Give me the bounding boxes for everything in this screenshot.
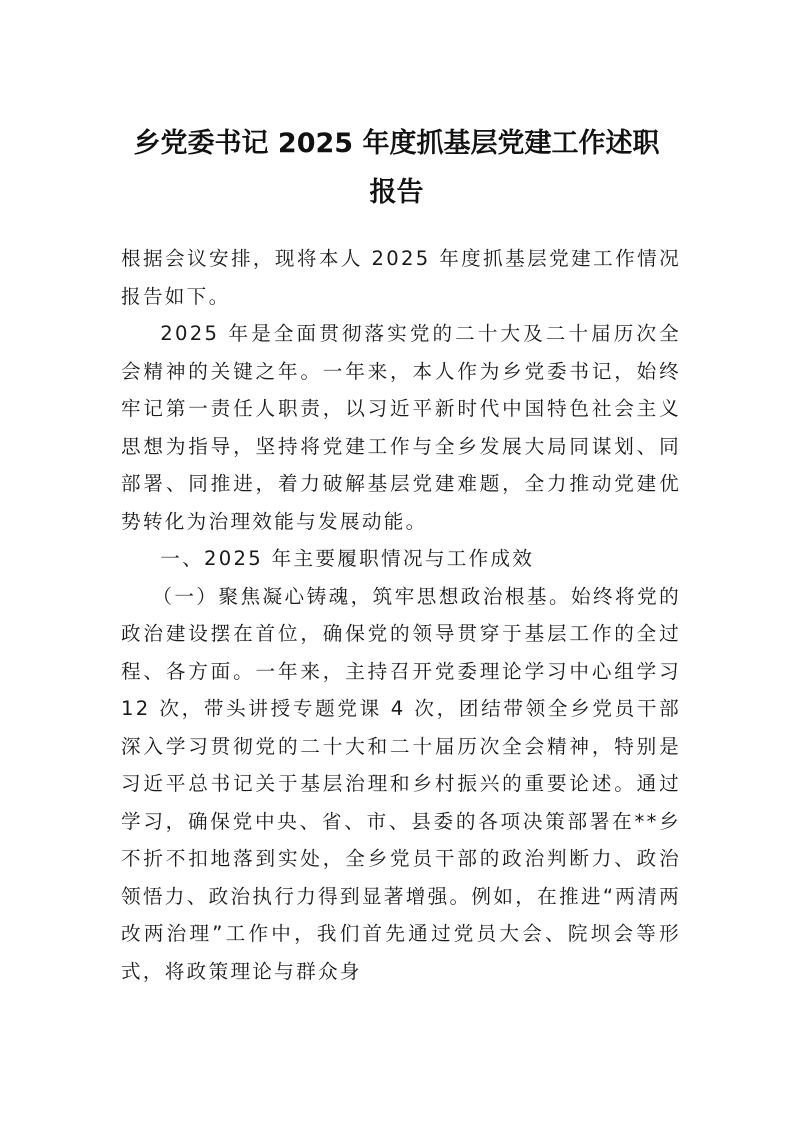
paragraph-section-1-1: （一）聚焦凝心铸魂，筑牢思想政治根基。始终将党的政治建设摆在首位，确保党的领导贯穿于基层工作的全过程、各方面。一年来，主持召开党委理论学习中心组学习 12 次，带头讲授专题党课 4 次，团结带领全乡党员干部深入学习贯彻党的二十大和二十届历次全会精神，特别是习近平总书记关于基层治理和乡村振兴的重要论述。通过学习，确保党中央、省、市、县委的各项决策部署在**乡不折不扣地落到实处，全乡党员干部的政治判断力、政治领悟力、政治执行力得到显著增强。例如，在推进“两清两改两治理”工作中，我们首先通过党员大会、院坝会等形式，将政策理论与群众身 (121, 584, 681, 983)
document-body (121, 240, 681, 990)
document-title-line-1: 乡党委书记 2025 年度抓基层党建工作述职 (133, 128, 660, 159)
paragraph-intro: 根据会议安排，现将本人 2025 年度抓基层党建工作情况报告如下。 (121, 247, 681, 308)
paragraph-overview: 2025 年是全面贯彻落实党的二十大及二十届历次全会精神的关键之年。一年来，本人作为乡党委书记，始终牢记第一责任人职责，以习近平新时代中国特色社会主义思想为指导，坚持将党建工作与全乡发展大局同谋划、同部署、同推进，着力破解基层党建难题，全力推动党建优势转化为治理效能与发展动能。 (121, 322, 681, 533)
document-title-line-2: 报告 (369, 177, 424, 208)
section-heading-1: 一、2025 年主要履职情况与工作成效 (160, 547, 535, 570)
